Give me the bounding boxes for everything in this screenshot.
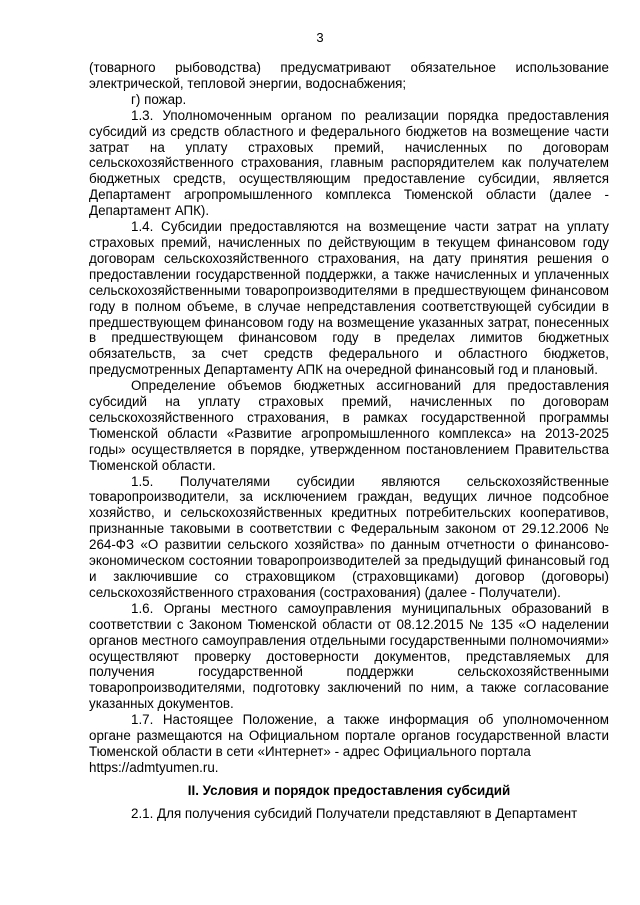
document-body (89, 60, 609, 822)
paragraph-continuation: (товарного рыбоводства) предусматривают обязательное использование электрической, тепловой энергии, водоснабжения; (89, 60, 609, 91)
section-title: II. Условия и порядок предоставления субсидий (187, 782, 511, 798)
paragraph-2-1: 2.1. Для получения субсидий Получатели представляют в Департамент (131, 805, 578, 821)
paragraph-1-3: 1.3. Уполномоченным органом по реализации порядка предоставления субсидий из средств областного и федерального бюджетов на возмещение части затрат на уплату страховых премий, начисленных по договорам сельскохозяйственного страхования, главным распорядителем как получателем бюджетных средств, осуществляющим предоставление субсидии, является Департамент агропромышленного комплекса Тюменской области (далее - Департамент АПК). (89, 107, 609, 219)
paragraph-1-5: 1.5. Получателями субсидии являются сельскохозяйственные товаропроизводители, за исключением граждан, ведущих личное подсобное хозяйство, и сельскохозяйственных кредитных потребительских кооперативов, признанные таковыми в соответствии с Федеральным законом от 29.12.2006 № 264-ФЗ «О развитии сельского хозяйства» по данным отчетности о финансово-экономическом состоянии товаропроизводителей за предыдущий финансовый год и заключившие со страховщиком (страховщиками) договор (договоры) сельскохозяйственного страхования (сострахования) (далее - Получатели). (89, 473, 609, 600)
paragraph-budget-allocation: Определение объемов бюджетных ассигнований для предоставления субсидий на уплату страховых премий, начисленных по договорам сельскохозяйственного страхования, в рамках государственной программы Тюменской области «Развитие агропромышленного комплекса» на 2013-2025 годы» осуществляется в порядке, утвержденном постановлением Правительства Тюменской области. (89, 378, 609, 473)
portal-url: https://admtyumen.ru. (89, 759, 219, 775)
paragraph-item-g: г) пожар. (131, 91, 187, 107)
paragraph-1-7: 1.7. Настоящее Положение, а также информация об уполномоченном органе размещаются на Официальном портале органов государственной власти Тюменской области в сети «Интернет» - адрес Официального портала (89, 712, 609, 759)
paragraph-1-6: 1.6. Органы местного самоуправления муниципальных образований в соответствии с Законом Тюменской области от 08.12.2015 № 135 «О наделении органов местного самоуправления отдельными государственными полномочиями» осуществляют проверку достоверности документов, представляемых для получения государственной поддержки сельскохозяйственными товаропроизводителями, подготовку заключений по ним, а также согласование указанных документов. (89, 600, 609, 712)
page-number: 3 (316, 30, 324, 45)
paragraph-1-4: 1.4. Субсидии предоставляются на возмещение части затрат на уплату страховых премий, начисленных по действующим в текущем финансовом году договорам сельскохозяйственного страхования, на дату принятия решения о предоставлении государственной поддержки, а также начисленных и уплаченных сельскохозяйственными товаропроизводителями в предшествующем финансовом году в полном объеме, в случае непредставления соответствующей субсидии в предшествующем финансовом году на возмещение указанных затрат, понесенных в предшествующем финансовом году в пределах лимитов бюджетных обязательств, за счет средств федерального и областного бюджетов, предусмотренных Департаменту АПК на очередной финансовый год и плановый. (89, 219, 609, 378)
